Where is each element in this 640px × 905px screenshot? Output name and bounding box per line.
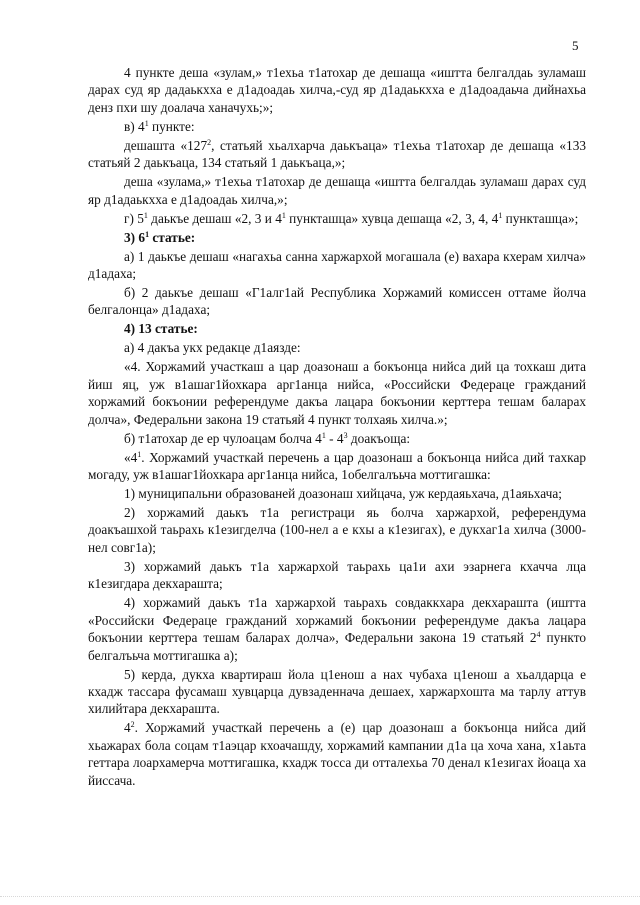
paragraph: 4) хоржамий даькъ т1а харжархой таьрахь совдаккхара декхарашта (иштта «Российски Федераце гражданий хоржамий бокъонии референдуме дакъа лацара бокъонии керттера тешам баларах долча», Федеральни закона 19 статьяй $2^4$ пункто белгалъьча моттигашка а); — [88, 595, 586, 663]
paragraph: 1) муниципальни образованей доазонаш хийцача, уж кердаяьхача, д1аяьхача; — [124, 486, 562, 502]
paragraph: г) $5^1$ даькъе дешаш «2, 3 и $4^1$ пункташца» хувца дешаща «2, 3, 4, $4^1$ пункташца»; — [124, 210, 579, 226]
paragraph: 2) хоржамий даькъ т1а регистраци яь болча харжархой, референдума доакъашхой таьрахь к1езигделча (100-нел а е кхы а к1езигах), е дукхаг1а хилча (3000-нел совг1а); — [88, 505, 586, 555]
paragraph: деша «зулама,» т1ехьа т1атохар де дешаща «иштта белгалдаь зуламаш дарах суд яр д1адаькхха е д1адоадаь хилча,»; — [88, 174, 586, 207]
paragraph: 3) хоржамий даькъ т1а харжархой таьрахь ца1и ахи эзарнега кхачча лца к1езигдара декхарашта; — [88, 558, 586, 592]
paragraph: дешашта «$127^2$, статьяй хьалхарча даькъаца» т1ехьа т1атохар де дешаща «133 статьяй 2 даькъаца, 134 статьяй 1 даькъаца,»; — [88, 137, 586, 171]
scan-edge-artifact — [0, 896, 640, 900]
paragraph: «4. Хоржамий участкаш а цар доазонаш а бокъонца нийса дий ца тохкаш дита йиш яц, уж в1ашаг1йохкара арг1анца нийса, «Российски Федераце гражданий хоржамий бокъонии референдуме дакъа лацара бокъонии керттера тешам баларах долча», Федеральни закона 19 статьяй 4 пункт толхаяь хилча.»; — [88, 359, 586, 427]
paragraph: а) 1 даькъе дешаш «нагахьа санна харжархой могашала (е) вахара кхерам хилча» д1адаха; — [88, 248, 586, 282]
document-body — [88, 64, 586, 791]
paragraph: 4 пункте деша «зулам,» т1ехьа т1атохар де дешаща «иштта белгалдаь зуламаш дарах суд яр дадаькхха е д1адоадаь хилча,-суд яр д1адаькхха е д1адоадаьча дийнахьа денз пхи шу доалача ханачухь;»; — [88, 65, 586, 115]
paragraph: 3) $6^1$ статье: — [124, 229, 196, 245]
paragraph: $4^2$. Хоржамий участкай перечень а (е) цар доазонаш а бокъонца нийса дий хьажарах бола соцам т1аэцар кхоачашду, хоржамий кампании д1а ца хоча хана, х1аьта геттара лоархамерча моттигашка, кхадж тосса ди отталехьа 70 денал к1езигах йоаца ха йиссача. — [88, 720, 586, 788]
paragraph: 5) керда, дукха квартираш йола ц1енош а нах чубаха ц1енош а хьалдарца е кхадж тассара фусамаш хувцарца дувзаденнача дешаех, харжархошта ма тарлу аттув хилийтара декхарашта. — [88, 666, 586, 717]
paragraph: в) $4^1$ пункте: — [124, 118, 195, 134]
page-number: 5 — [572, 38, 579, 53]
paragraph: «$4^1$. Хоржамий участкай перечень а цар доазонаш а бокъонца нийса дий тахкар могаду, уж в1ашаг1йохкара арг1анца нийса, 1обелгалъьча моттигашка: — [88, 449, 586, 483]
paragraph: б) т1атохар де ер чулоацам болча $4^1 - 4^3$ доакъоща: — [124, 430, 411, 446]
paragraph: б) 2 даькъе дешаш «Г1алг1ай Республика Хоржамий комиссен оттаме йолча белгалонца» д1адаха; — [88, 285, 586, 318]
paragraph: 4) 13 статье: — [124, 321, 198, 337]
paragraph: а) 4 дакъа укх редакце д1аязде: — [124, 340, 301, 356]
